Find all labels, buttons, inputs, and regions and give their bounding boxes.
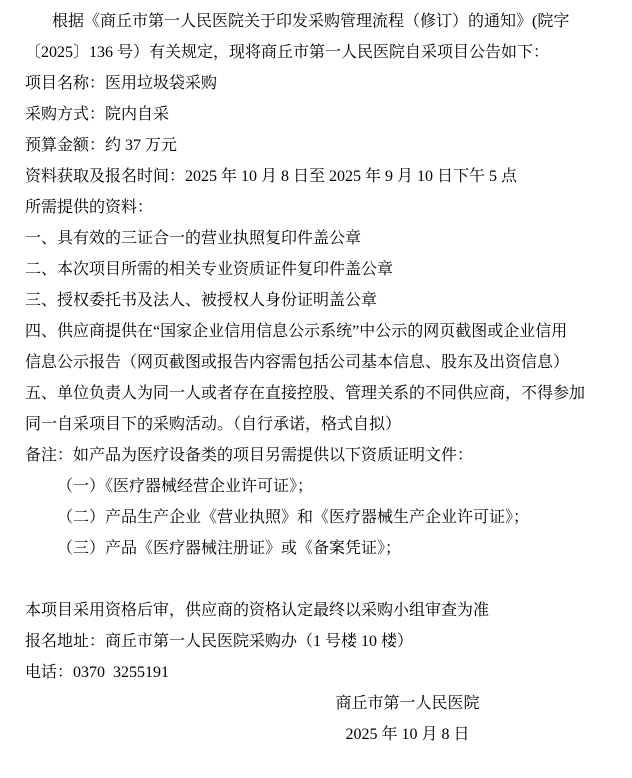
requirement-item-1: 一、具有效的三证合一的营业执照复印件盖公章 [25, 230, 362, 247]
project-name-line: 项目名称：医用垃圾袋采购 [25, 75, 218, 92]
registration-address-line: 报名地址：商丘市第一人民医院采购办（1 号楼 10 楼） [25, 633, 414, 650]
requirement-item-2: 二、本次项目所需的相关专业资质证件复印件盖公章 [25, 261, 394, 278]
materials-heading: 所需提供的资料： [25, 199, 154, 216]
remark-item-3: （三）产品《医疗器械注册证》或《备案凭证》； [57, 540, 402, 557]
requirement-item-5-line-1: 五、单位负责人为同一人或者存在直接控股、管理关系的不同供应商，不得参加 [25, 385, 586, 402]
review-note-line: 本项目采用资格后审，供应商的资格认定最终以采购小组审查为准 [25, 602, 490, 619]
requirement-item-4-line-2: 信息公示报告（网页截图或报告内容需包括公司基本信息、股东及出资信息） [25, 354, 570, 371]
procurement-method-line: 采购方式：院内自采 [25, 106, 170, 123]
signature-date: 2025 年 10 月 8 日 [345, 726, 470, 743]
remark-item-2: （二）产品生产企业《营业执照》和《医疗器械生产企业许可证》； [57, 509, 530, 526]
budget-amount-line: 预算金额：约 37 万元 [25, 137, 178, 154]
remark-heading: 备注：如产品为医疗设备类的项目另需提供以下资质证明文件： [25, 447, 474, 464]
remark-item-1: （一）《医疗器械经营企业许可证》； [57, 478, 314, 495]
signature-organization: 商丘市第一人民医院 [335, 695, 480, 712]
intro-line-1: 根据《商丘市第一人民医院关于印发采购管理流程（修订）的通知》(院字 [52, 13, 570, 30]
phone-line: 电话：0370 3255191 [25, 664, 170, 681]
registration-time-line: 资料获取及报名时间：2025 年 10 月 8 日至 2025 年 9 月 10 日下午 5 点 [25, 168, 518, 185]
requirement-item-5-line-2: 同一自采项目下的采购活动。（自行承诺，格式自拟） [25, 416, 402, 433]
requirement-item-3: 三、授权委托书及法人、被授权人身份证明盖公章 [25, 292, 378, 309]
blank-spacer [25, 564, 610, 595]
intro-line-2: 〔2025〕136 号）有关规定，现将商丘市第一人民医院自采项目公告如下： [25, 44, 550, 61]
requirement-item-4-line-1: 四、供应商提供在“国家企业信用信息公示系统”中公示的网页截图或企业信用 [25, 323, 568, 340]
